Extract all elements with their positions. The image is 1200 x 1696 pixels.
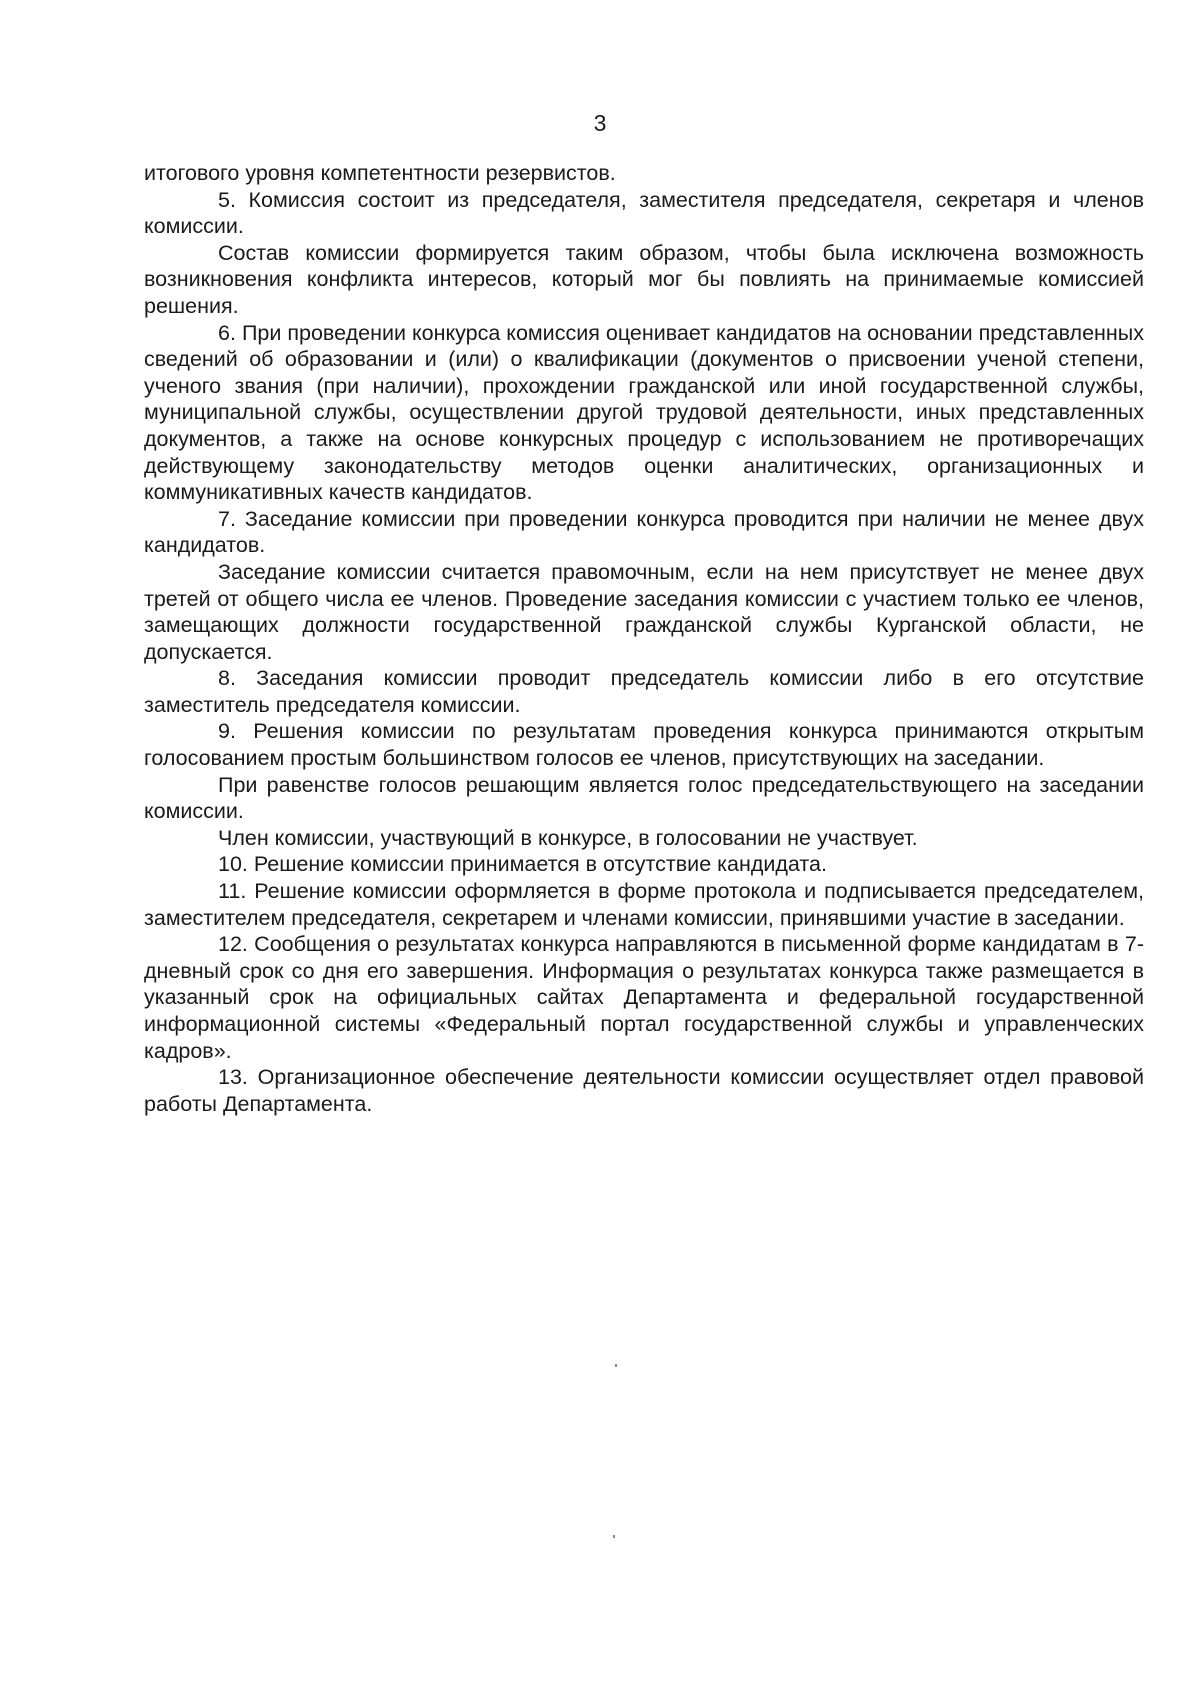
page-number: 3 [593, 110, 607, 136]
paragraph-item-11: 11. Решение комиссии оформляется в форме протокола и подписывается председателем, заместителем председателя, секретарем и членами комиссии, принявшими участие в заседании. [144, 879, 1144, 930]
paragraph-commission-composition: Состав комиссии формируется таким образом, чтобы была исключена возможность возникновения конфликта интересов, который мог бы повлиять на принимаемые комиссией решения. [144, 240, 1144, 318]
scan-speck [613, 1535, 615, 1538]
paragraph-item-5: 5. Комиссия состоит из председателя, заместителя председателя, секретаря и членов комиссии. [144, 187, 1144, 239]
paragraph-item-6: 6. При проведении конкурса комиссия оценивает кандидатов на основании представленных сведений об образовании и (или) о квалификации (документов о присвоении ученой степени, ученого звания (при наличии), прохождении гражданской или иной государственной службы, муниципальной службы, осуществлении другой трудовой деятельности, иных представленных документов, а также на основе конкурсных процедур с использованием не противоречащих действующему законодательству методов оценки аналитических, организационных и коммуникативных качеств кандидатов. [144, 320, 1144, 505]
paragraph-tie-vote: При равенстве голосов решающим является голос председательствующего на заседании комиссии. [144, 772, 1144, 824]
paragraph-member-abstain: Член комиссии, участвующий в конкурсе, в голосовании не участвует. [218, 825, 918, 850]
paragraph-item-9: 9. Решения комиссии по результатам проведения конкурса принимаются открытым голосованием простым большинством голосов ее членов, присутствующих на заседании. [144, 719, 1144, 771]
paragraph-item-12: 12. Сообщения о результатах конкурса направляются в письменной форме кандидатам в 7-дневный срок со дня его завершения. Информация о результатах конкурса также размещается в указанный срок на официальных сайтах Департамента и федеральной государственной информационной системы «Федеральный портал государственной службы и управленческих кадров». [144, 932, 1144, 1063]
document-body [144, 160, 1144, 1117]
paragraph-item-7: 7. Заседание комиссии при проведении конкурса проводится при наличии не менее двух кандидатов. [144, 506, 1144, 558]
paragraph-quorum: Заседание комиссии считается правомочным, если на нем присутствует не менее двух третей от общего числа ее членов. Проведение заседания комиссии с участием только ее членов, замещающих должности государственной гражданской службы Курганской области, не допускается. [144, 559, 1144, 664]
paragraph-item-10: 10. Решение комиссии принимается в отсутствие кандидата. [218, 852, 827, 877]
paragraph-item-13: 13. Организационное обеспечение деятельности комиссии осуществляет отдел правовой работы Департамента. [144, 1065, 1144, 1116]
scan-speck [615, 1364, 617, 1367]
paragraph-item-8: 8. Заседания комиссии проводит председатель комиссии либо в его отсутствие заместитель председателя комиссии. [144, 666, 1144, 717]
paragraph-continuation: итогового уровня компетентности резервистов. [144, 161, 616, 185]
